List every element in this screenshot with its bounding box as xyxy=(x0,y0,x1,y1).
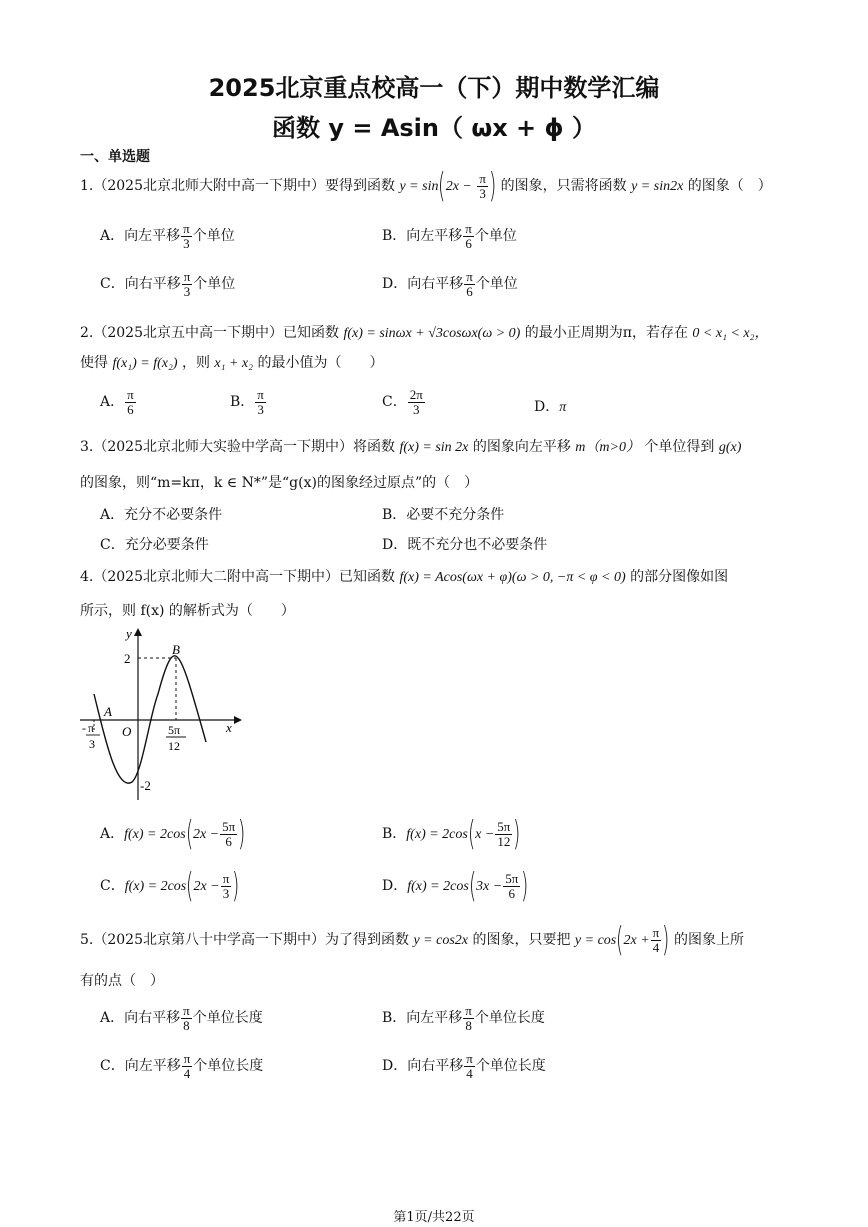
x-left-den: 3 xyxy=(89,737,95,751)
question-5-line1: 5.（2025北京第八十中学高一下期中）为了得到函数 y = cos2x 的图象，只要把 y = cos(2x + $\frac{\pi}{4}$ ) 的图象上所 xyxy=(80,920,744,960)
q2-option-d[interactable]: D．π xyxy=(534,399,567,415)
page-title: 2025北京重点校高一（下）期中数学汇编 xyxy=(208,74,660,102)
q1-inner: 2x − xyxy=(445,179,472,194)
q1-option-c[interactable]: C．向右平移 $\frac{\pi}{3}$ 个单位 xyxy=(100,269,236,299)
q4-option-d[interactable]: D．f(x) = 2cos(3x − $\frac{5\pi}{6}$ ) xyxy=(382,866,529,906)
q3-option-a[interactable]: A．充分不必要条件 xyxy=(100,507,223,523)
q3-option-b[interactable]: B．必要不充分条件 xyxy=(382,507,505,523)
q4-option-b[interactable]: B．f(x) = 2cos(x − $\frac{5\pi}{12}$ ) xyxy=(382,814,521,854)
question-3-line1: 3.（2025北京北师大实验中学高一下期中）将函数 f(x) = sin 2x 的图象向左平移 m（m>0） 个单位得到 g(x) xyxy=(80,439,742,455)
question-2-line2: 使得 f(x₁) = f(x₂) ，则 x₁ + x₂ 的最小值为（ ） xyxy=(80,355,384,371)
q2-func: f(x) = sinωx + √3cosωx(ω > 0) xyxy=(343,326,521,341)
question-3-line2: 的图象，则“m=kπ，k ∈ N*”是“g(x)的图象经过原点”的（ ） xyxy=(80,475,479,491)
q5-option-c[interactable]: C．向左平移 $\frac{\pi}{4}$ 个单位长度 xyxy=(100,1051,264,1081)
origin-label: O xyxy=(122,724,132,739)
q1-suffix: 的图象（ ） xyxy=(687,178,772,194)
q2-cond: 0 < x₁ < x₂， xyxy=(692,326,769,341)
q4-option-a[interactable]: A．f(x) = 2cos(2x − $\frac{5\pi}{6}$ ) xyxy=(100,814,246,854)
q4-graph xyxy=(76,624,246,804)
x-axis-label: x xyxy=(226,720,232,735)
x-right-den: 12 xyxy=(168,739,180,753)
section-heading: 一、单选题 xyxy=(80,149,150,165)
point-a-label: A xyxy=(104,704,112,719)
q5-option-a[interactable]: A．向右平移 $\frac{\pi}{8}$ 个单位长度 xyxy=(100,1003,263,1033)
question-2-line1: 2.（2025北京五中高一下期中）已知函数 f(x) = sinωx + √3cosωx(ω > 0) 的最小正周期为π，若存在 0 < x₁ < x₂， xyxy=(80,325,769,341)
q1-prefix: 1.（2025北京北师大附中高一下期中）要得到函数 xyxy=(80,178,395,194)
q1-source-func: y = sin2x xyxy=(631,179,684,194)
q2-option-c[interactable]: C． $\frac{2\pi}{3}$ xyxy=(382,387,423,417)
q5-option-d[interactable]: D．向右平移 $\frac{\pi}{4}$ 个单位长度 xyxy=(382,1051,546,1081)
page-subtitle: 函数 y = Asin（ ωx + ϕ ） xyxy=(272,114,596,142)
point-b-label: B xyxy=(172,642,180,657)
q1-option-b[interactable]: B．向左平移 $\frac{\pi}{6}$ 个单位 xyxy=(382,221,517,251)
q3-option-d[interactable]: D．既不充分也不必要条件 xyxy=(382,537,548,553)
q1-option-a[interactable]: A．向左平移 $\frac{\pi}{3}$ 个单位 xyxy=(100,221,235,251)
question-4-line1: 4.（2025北京北师大二附中高一下期中）已知函数 f(x) = Acos(ωx + φ)(ω > 0, −π < φ < 0) 的部分图像如图 xyxy=(80,569,729,585)
question-4-line2: 所示，则 f(x) 的解析式为（ ） xyxy=(80,603,295,619)
q1-option-d[interactable]: D．向右平移 $\frac{\pi}{6}$ 个单位 xyxy=(382,269,518,299)
x-left-num: π xyxy=(88,721,95,735)
x-right-num: 5π xyxy=(168,723,181,737)
question-5-line2: 有的点（ ） xyxy=(80,973,164,989)
y-axis-label: y xyxy=(126,626,132,641)
q1-mid: 的图象，只需将函数 xyxy=(500,178,627,194)
page-footer: 第1页/共22页 xyxy=(393,1210,475,1225)
q3-option-c[interactable]: C．充分必要条件 xyxy=(100,537,209,553)
q2-option-b[interactable]: B． $\frac{\pi}{3}$ xyxy=(230,387,264,417)
q5-option-b[interactable]: B．向左平移 $\frac{\pi}{8}$ 个单位长度 xyxy=(382,1003,545,1033)
x-axis-arrow xyxy=(234,716,242,724)
q2-option-a[interactable]: A． $\frac{\pi}{6}$ xyxy=(100,387,134,417)
y-axis-arrow xyxy=(134,628,142,636)
q1-fraction: $\frac{\pi}{3}$ xyxy=(479,170,486,201)
q4-option-c[interactable]: C．f(x) = 2cos(2x − $\frac{\pi}{3}$ ) xyxy=(100,866,240,906)
question-1-stem: 1.（2025北京北师大附中高一下期中）要得到函数 y = sin(2x − $\frac{\pi}{3}$ ) 的图象，只需将函数 y = sin2x 的图象（ ） xyxy=(80,166,772,206)
q1-target-func: y = sin xyxy=(399,179,439,194)
x-left-sign: - xyxy=(82,721,86,735)
y-min-label: -2 xyxy=(140,778,151,793)
y-max-label: 2 xyxy=(124,651,131,666)
